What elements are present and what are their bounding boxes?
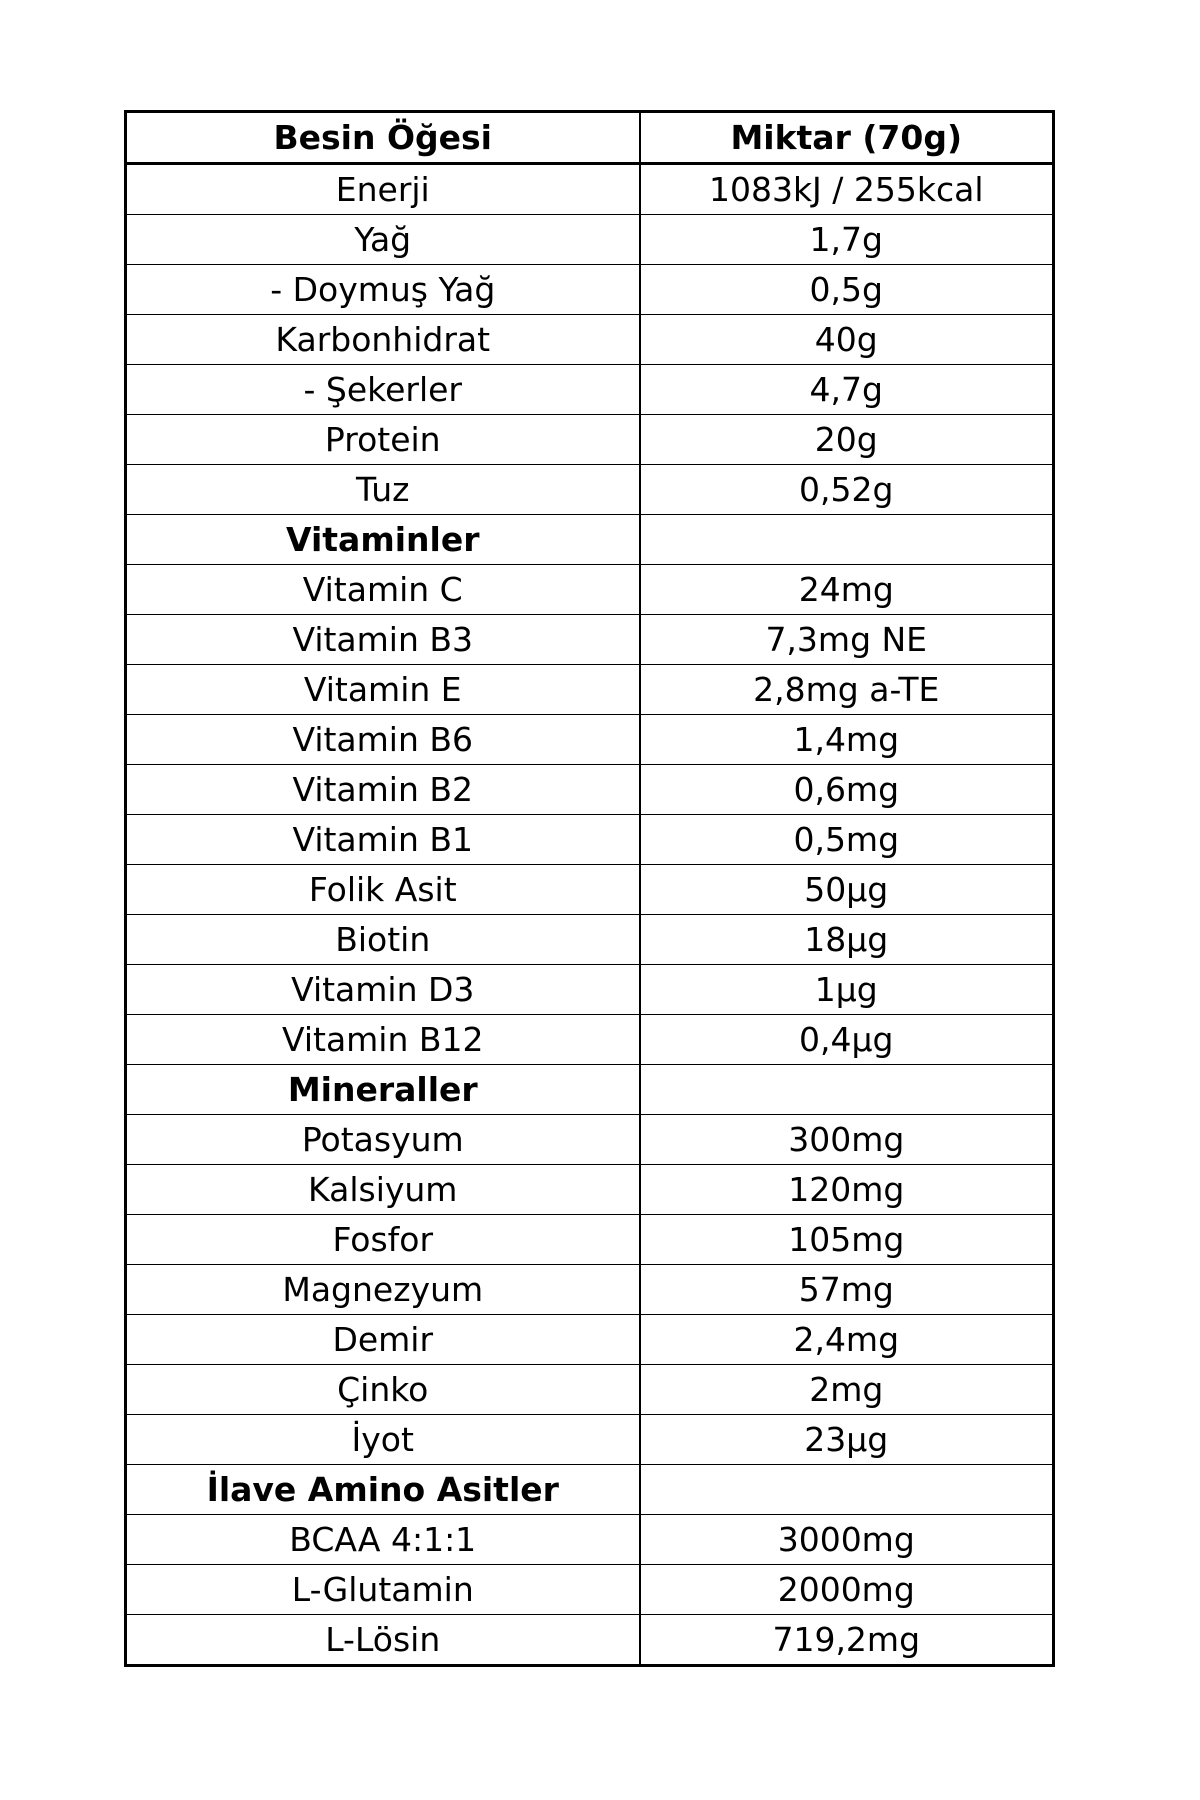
nutrient-amount: 2,4mg — [640, 1315, 1054, 1365]
table-row — [126, 815, 1054, 865]
table-row — [126, 215, 1054, 265]
nutrient-amount: 57mg — [640, 1265, 1054, 1315]
nutrient-amount: 120mg — [640, 1165, 1054, 1215]
nutrient-amount: 1µg — [640, 965, 1054, 1015]
nutrient-amount: 2,8mg a-TE — [640, 665, 1054, 715]
nutrient-amount: 1,7g — [640, 215, 1054, 265]
header-nutrient: Besin Öğesi — [126, 112, 640, 164]
table-row — [126, 415, 1054, 465]
nutrient-amount: 18µg — [640, 915, 1054, 965]
nutrient-name: Vitamin C — [126, 565, 640, 615]
nutrient-name: Vitamin B6 — [126, 715, 640, 765]
nutrient-amount: 300mg — [640, 1115, 1054, 1165]
header-amount: Miktar (70g) — [640, 112, 1054, 164]
nutrient-amount: 23µg — [640, 1415, 1054, 1465]
nutrient-name: Potasyum — [126, 1115, 640, 1165]
nutrient-name: - Doymuş Yağ — [126, 265, 640, 315]
nutrient-name: Protein — [126, 415, 640, 465]
section-title: Mineraller — [126, 1065, 640, 1115]
table-row — [126, 965, 1054, 1015]
table-row — [126, 265, 1054, 315]
table-row — [126, 1015, 1054, 1065]
nutrient-amount: 0,6mg — [640, 765, 1054, 815]
nutrient-amount: 0,5g — [640, 265, 1054, 315]
table-row — [126, 1515, 1054, 1565]
nutrient-name: Vitamin B12 — [126, 1015, 640, 1065]
nutrient-amount: 3000mg — [640, 1515, 1054, 1565]
nutrient-amount: 105mg — [640, 1215, 1054, 1265]
nutrient-name: Folik Asit — [126, 865, 640, 915]
section-title: Vitaminler — [126, 515, 640, 565]
nutrient-amount: 50µg — [640, 865, 1054, 915]
nutrient-name: İyot — [126, 1415, 640, 1465]
nutrient-amount — [640, 1065, 1054, 1115]
section-row — [126, 515, 1054, 565]
nutrient-name: Magnezyum — [126, 1265, 640, 1315]
nutrient-name: Vitamin B1 — [126, 815, 640, 865]
table-row — [126, 1365, 1054, 1415]
nutrient-name: Vitamin B3 — [126, 615, 640, 665]
table-row — [126, 715, 1054, 765]
nutrient-amount: 0,52g — [640, 465, 1054, 515]
table-row — [126, 1415, 1054, 1465]
nutrient-amount: 719,2mg — [640, 1615, 1054, 1666]
nutrient-name: Vitamin D3 — [126, 965, 640, 1015]
nutrient-amount: 1083kJ / 255kcal — [640, 164, 1054, 215]
nutrient-name: L-Lösin — [126, 1615, 640, 1666]
nutrient-name: Enerji — [126, 164, 640, 215]
section-row — [126, 1465, 1054, 1515]
nutrient-name: Karbonhidrat — [126, 315, 640, 365]
nutrient-amount: 1,4mg — [640, 715, 1054, 765]
nutrient-name: L-Glutamin — [126, 1565, 640, 1615]
nutrient-name: Yağ — [126, 215, 640, 265]
table-row — [126, 1315, 1054, 1365]
nutrient-amount: 2000mg — [640, 1565, 1054, 1615]
nutrient-name: Vitamin E — [126, 665, 640, 715]
table-row — [126, 315, 1054, 365]
nutrient-name: Vitamin B2 — [126, 765, 640, 815]
nutrient-name: Fosfor — [126, 1215, 640, 1265]
nutrient-amount: 20g — [640, 415, 1054, 465]
nutrient-name: Tuz — [126, 465, 640, 515]
table-row — [126, 465, 1054, 515]
table-row — [126, 615, 1054, 665]
nutrient-name: Demir — [126, 1315, 640, 1365]
nutrient-amount — [640, 515, 1054, 565]
nutrient-name: Biotin — [126, 915, 640, 965]
table-row — [126, 1215, 1054, 1265]
nutrient-amount: 2mg — [640, 1365, 1054, 1415]
table-row — [126, 565, 1054, 615]
nutrient-name: Çinko — [126, 1365, 640, 1415]
nutrient-amount — [640, 1465, 1054, 1515]
table-body — [126, 164, 1054, 1666]
table-row — [126, 1115, 1054, 1165]
nutrient-amount: 7,3mg NE — [640, 615, 1054, 665]
table-row — [126, 1565, 1054, 1615]
section-title: İlave Amino Asitler — [126, 1465, 640, 1515]
nutrient-name: Kalsiyum — [126, 1165, 640, 1215]
nutrient-name: BCAA 4:1:1 — [126, 1515, 640, 1565]
table-row — [126, 1165, 1054, 1215]
table-row — [126, 665, 1054, 715]
table-row — [126, 164, 1054, 215]
table-row — [126, 1265, 1054, 1315]
nutrient-amount: 0,4µg — [640, 1015, 1054, 1065]
table-row — [126, 1615, 1054, 1666]
table-row — [126, 915, 1054, 965]
table-row — [126, 865, 1054, 915]
nutrient-amount: 4,7g — [640, 365, 1054, 415]
section-row — [126, 1065, 1054, 1115]
table-row — [126, 365, 1054, 415]
nutrition-facts-table — [124, 110, 1055, 1667]
table-row — [126, 765, 1054, 815]
nutrient-amount: 0,5mg — [640, 815, 1054, 865]
nutrient-amount: 24mg — [640, 565, 1054, 615]
nutrient-name: - Şekerler — [126, 365, 640, 415]
table-header-row — [126, 112, 1054, 164]
nutrient-amount: 40g — [640, 315, 1054, 365]
